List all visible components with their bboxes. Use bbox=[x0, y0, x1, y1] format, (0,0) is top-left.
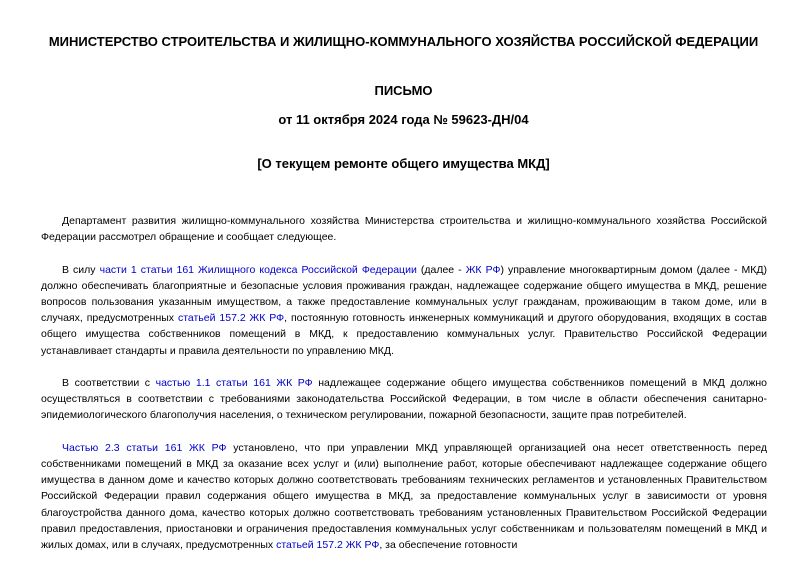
text-fragment: ) управление многоквартирным домом (далее - МКД) должно обеспечивать благоприятные и безопасные условия проживания граждан, надлежащее содержание общего имущества в МКД, решение вопросов пользования указанным имуществом, а также предоставление коммунальных услуг гражданам, проживающим в таком доме, или в случаях, предусмотренных bbox=[41, 263, 767, 325]
link-article-157-2-second[interactable]: статьей 157.2 ЖК РФ bbox=[276, 539, 380, 552]
text-fragment: В силу bbox=[62, 263, 100, 276]
paragraph-management-responsibility bbox=[41, 440, 767, 553]
text-fragment: надлежащее содержание общего имущества собственников помещений в МКД должно осуществляться в соответствии с требованиями законодательства Российской Федерации, в том числе в области обеспечения санитарно-эпидемиологического благополучия населения, о техническом регулировании, пожарной безопасности, защите прав потребителей. bbox=[41, 377, 767, 422]
text-fragment: (далее - bbox=[416, 263, 466, 276]
paragraph-housing-code bbox=[41, 262, 767, 359]
link-article-157-2[interactable]: статьей 157.2 ЖК РФ bbox=[177, 312, 285, 325]
link-article-161-part-1-1[interactable]: частью 1.1 статьи 161 ЖК РФ bbox=[155, 377, 313, 389]
text-fragment: установлено, что при управлении МКД управляющей организацией она несет ответственность перед собственниками помещений в МКД за оказание всех услуг и (или) выполнение работ, которые обеспечивают надлежащее содержание общего имущества в данном доме и качество которых должно соответствовать требованиям технических регламентов и установленных Правительством Российской Федерации правил содержания общего имущества в МКД, за предоставление коммунальных услуг в зависимости от уровня благоустройства данного дома, качество которых должно соответствовать требованиям установленных Правительством Российской Федерации правил предоставления, приостановки и ограничения предоставления коммунальных услуг собственникам и пользователям помещений в МКД и жилых домах, или в случаях, предусмотренных bbox=[41, 441, 767, 552]
paragraph-intro bbox=[41, 213, 767, 245]
text-fragment: В соответствии с bbox=[62, 377, 156, 389]
document-type: ПИСЬМО bbox=[374, 83, 433, 98]
text-fragment: , постоянную готовность инженерных коммуникаций и другого оборудования, входящих в состав общего имущества собственников помещений в МКД, к предоставлению коммунальных услуг. Правительство Российской Федерации устанавливает стандарты и правила деятельности по управлению МКД. bbox=[41, 312, 767, 357]
text-fragment: , за обеспечение готовности bbox=[379, 539, 518, 552]
link-housing-code[interactable]: ЖК РФ bbox=[465, 263, 501, 276]
link-housing-code-article-161-part-1[interactable]: части 1 статьи 161 Жилищного кодекса Российской Федерации bbox=[99, 263, 417, 276]
paragraph-intro-text: Департамент развития жилищно-коммунального хозяйства Министерства строительства и жилищно-коммунального хозяйства Российской Федерации рассмотрел обращение и сообщает следующее. bbox=[41, 215, 767, 244]
paragraph-maintenance-requirements bbox=[41, 375, 767, 424]
document-subject: [О текущем ремонте общего имущества МКД] bbox=[257, 156, 550, 171]
ministry-title: МИНИСТЕРСТВО СТРОИТЕЛЬСТВА И ЖИЛИЩНО-КОММУНАЛЬНОГО ХОЗЯЙСТВА РОССИЙСКОЙ ФЕДЕРАЦИИ bbox=[48, 34, 759, 49]
link-article-161-part-2-3[interactable]: Частью 2.3 статьи 161 ЖК РФ bbox=[62, 441, 227, 454]
document-date-number: от 11 октября 2024 года № 59623-ДН/04 bbox=[278, 112, 529, 127]
document-body bbox=[41, 213, 767, 569]
